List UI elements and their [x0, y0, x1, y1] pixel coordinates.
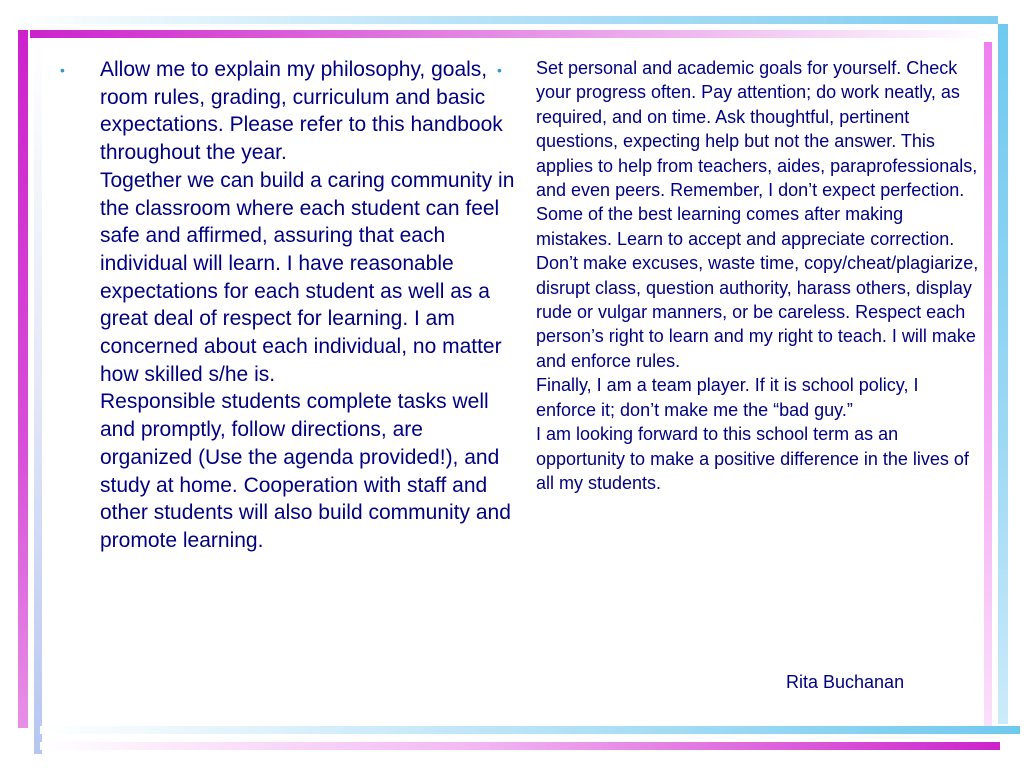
frame-bar-bottom-magenta [40, 742, 1000, 750]
frame-bar-top-blue [8, 16, 998, 24]
bullet-icon-left: • [60, 62, 65, 78]
frame-bar-right-magenta [984, 42, 992, 732]
frame-bar-left-lavender [34, 40, 42, 754]
bullet-icon-right: • [497, 62, 502, 78]
left-column-text: Allow me to explain my philosophy, goals, room rules, grading, curriculum and basic expectations. Please refer to this handbook throughout the year. Together we can build a caring community in the classroom where each student can feel safe and affirmed, assuring that each individual will learn. I have reasonable expectations for each student as well as a great deal of respect for learning. I am concerned about each individual, no matter how skilled s/he is. Responsible students complete tasks well and promptly, follow directions, are organized (Use the agenda provided!), and study at home. Cooperation with staff and other students will also build community and promote learning. [100, 58, 515, 552]
right-column-text: Set personal and academic goals for yourself. Check your progress often. Pay attention; do work neatly, as required, and on time. Ask thoughtful, pertinent questions, expecting help but not the answer. This applies to help from teachers, aides, paraprofessionals, and even peers. Remember, I don’t expect perfection. Some of the best learning comes after making mistakes. Learn to accept and appreciate correction. Don’t make excuses, waste time, copy/cheat/plagiarize, disrupt class, question authority, harass others, display rude or vulgar manners, or be careless. Respect each person’s right to learn and my right to teach. I will make and enforce rules. Finally, I am a team player. If it is school policy, I enforce it; don’t make me the “bad guy.” I am looking forward to this school term as an opportunity to make a positive difference in the lives of all my students. [536, 58, 979, 493]
signature: Rita Buchanan [786, 672, 905, 692]
frame-bar-right-blue [998, 24, 1008, 724]
frame-bar-bottom-blue [40, 726, 1020, 734]
frame-bar-top-magenta [30, 30, 990, 38]
frame-bar-left-magenta [18, 30, 28, 728]
